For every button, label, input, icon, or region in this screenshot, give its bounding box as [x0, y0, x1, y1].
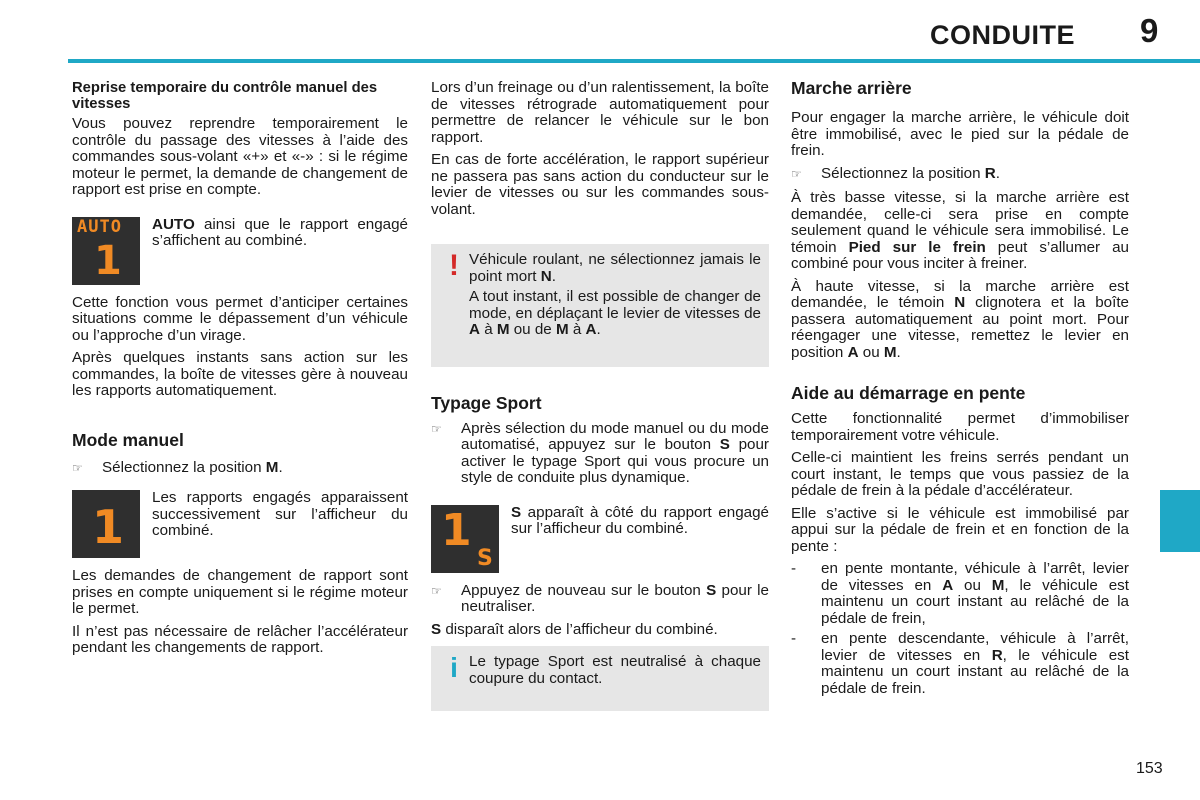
celle-paragraph: Celle-ci maintient les freins serrés pendant un court instant, le temps que vous passiez de la pédale de frein à la pédale d’accélérateur.: [791, 449, 1129, 499]
rapports-text: Les rapports engagés apparaissent successivement sur l’afficheur du combiné.: [152, 489, 408, 539]
sport-display-text: S apparaît à côté du rapport engagé sur l’afficheur du combiné.: [511, 503, 769, 537]
mode-manuel-heading: Mode manuel: [72, 429, 184, 450]
info-icon: i: [450, 652, 458, 683]
sport-gear-display-icon: [431, 505, 499, 573]
sport-deactivate-text: Appuyez de nouveau sur le bouton S pour le neutraliser.: [461, 581, 769, 615]
info-box: [431, 646, 769, 711]
marche-arriere-heading: Marche arrière: [791, 78, 912, 98]
warning-text: Véhicule roulant, ne sélectionnez jamais le point mort N. A tout instant, il est possible de changer de mode, en déplaçant le levier de vitesses de A à M ou de M à A.: [469, 251, 761, 338]
manual-display-gear: 1: [92, 500, 125, 554]
auto-gear-display-icon: [72, 217, 140, 285]
chapter-number: 9: [1140, 12, 1159, 49]
auto-display-row: [72, 217, 408, 285]
basse-vitesse-paragraph: À très basse vitesse, si la marche arrière est demandée, celle-ci sera prise en compte seulement quand le véhicule sera immobilisé. Le témoin Pied sur le frein peut s’allumer au combiné pour vous inciter à freiner.: [791, 189, 1129, 272]
elle-paragraph: Elle s’active si le véhicule est immobilisé par appui sur la pédale de frein et en fonction de la pente :: [791, 504, 1129, 555]
manual-display-row: [72, 490, 408, 558]
cette-paragraph: Cette fonctionnalité permet d’immobiliser temporairement votre véhicule.: [791, 410, 1129, 444]
pointing-hand-icon: ☞: [72, 460, 83, 475]
auto-display-gear: 1: [94, 237, 122, 284]
forte-paragraph: En cas de forte accélération, le rapport supérieur ne passera pas sans action du conducteur sur le levier de vitesses ou sur les commandes sous-volant.: [431, 151, 769, 218]
auto-bold: AUTO: [152, 215, 195, 233]
select-m-text: Sélectionnez la position M.: [102, 458, 283, 476]
sport-display-gear: 1: [441, 504, 472, 556]
page-title: CONDUITE: [930, 20, 1075, 50]
haute-vitesse-paragraph: À haute vitesse, si la marche arrière est demandée, le témoin N clignotera et la boîte passera automatiquement au point mort. Pour réengager une vitesse, remettez le levier en position A ou M.: [791, 277, 1130, 361]
select-r-text: Sélectionnez la position R.: [821, 164, 1000, 182]
warning-box: [431, 244, 769, 367]
freinage-paragraph: Lors d’un freinage ou d’un ralentissement, la boîte de vitesses rétrograde automatiquement pour permettre de relancer le véhicule sur le bon rapport.: [431, 79, 769, 146]
select-r-bullet: [791, 166, 1129, 183]
anticiper-paragraph: Cette fonction vous permet d’anticiper certaines situations comme le dépassement d’un véhicule ou l’approche d’un virage.: [72, 293, 408, 344]
page-number: 153: [1136, 760, 1163, 777]
engager-paragraph: Pour engager la marche arrière, le véhicule doit être immobilisé, avec le pied sur la pédale de frein.: [791, 109, 1129, 159]
dash-marker: -: [791, 630, 797, 647]
auto-rest: ainsi que le rapport engagé s’affichent au combiné.: [152, 215, 408, 249]
montante-text: en pente montante, véhicule à l’arrêt, levier de vitesses en A ou M, le véhicule est maintenu un court instant au relâché de la pédale de frein,: [821, 560, 1129, 627]
sport-activate-bullet: [431, 421, 769, 487]
auto-display-label: AUTO: [77, 216, 122, 237]
descendante-list-item: [791, 631, 1129, 697]
typage-sport-heading: Typage Sport: [431, 392, 542, 413]
sport-activate-text: Après sélection du mode manuel ou du mode automatisé, appuyez sur le bouton S pour activer le typage Sport qui vous procure un style de conduite plus dynamique.: [461, 419, 769, 486]
reprise-heading: Reprise temporaire du contrôle manuel des vitesses: [72, 80, 378, 112]
select-m-bullet: [72, 460, 408, 477]
sport-deactivate-bullet: [431, 583, 769, 616]
header-rule: [68, 59, 1200, 63]
pointing-hand-icon: ☞: [431, 421, 442, 436]
quelques-paragraph: Après quelques instants sans action sur les commandes, la boîte de vitesses gère à nouveau les rapports automatiquement.: [72, 349, 408, 399]
demandes-paragraph: Les demandes de changement de rapport sont prises en compte uniquement si le régime moteur le permet.: [72, 567, 408, 617]
info-text: Le typage Sport est neutralisé à chaque coupure du contact.: [469, 653, 761, 687]
sport-display-s: S: [477, 545, 493, 571]
reprise-paragraph: Vous pouvez reprendre temporairement le contrôle du passage des vitesses à l’aide des commandes sous-volant «+» et «-» : si le régime moteur le permet, la demande de changement de rapport est prise en compte.: [72, 115, 408, 198]
auto-display-text: [152, 217, 408, 250]
chapter-tab-marker: [1160, 490, 1200, 552]
warning-exclamation-icon: !: [449, 249, 459, 282]
column-middle: [431, 80, 769, 737]
sport-display-row: [431, 505, 769, 573]
column-right: [791, 80, 1129, 701]
s-disparait-paragraph: S disparaît alors de l’afficheur du combiné.: [431, 620, 718, 638]
dash-marker: -: [791, 560, 797, 577]
montante-list-item: [791, 561, 1129, 627]
relacher-paragraph: Il n’est pas nécessaire de relâcher l’accélérateur pendant les changements de rapport.: [72, 622, 408, 656]
aide-demarrage-heading: Aide au démarrage en pente: [791, 383, 1026, 403]
column-left: [72, 80, 408, 663]
manual-gear-display-icon: [72, 490, 140, 558]
pointing-hand-icon: ☞: [431, 583, 442, 598]
descendante-text: en pente descendante, véhicule à l’arrêt, levier de vitesses en R, le véhicule est maintenu un court instant au relâché de la pédale de frein.: [821, 630, 1129, 697]
pointing-hand-icon: ☞: [791, 166, 802, 181]
